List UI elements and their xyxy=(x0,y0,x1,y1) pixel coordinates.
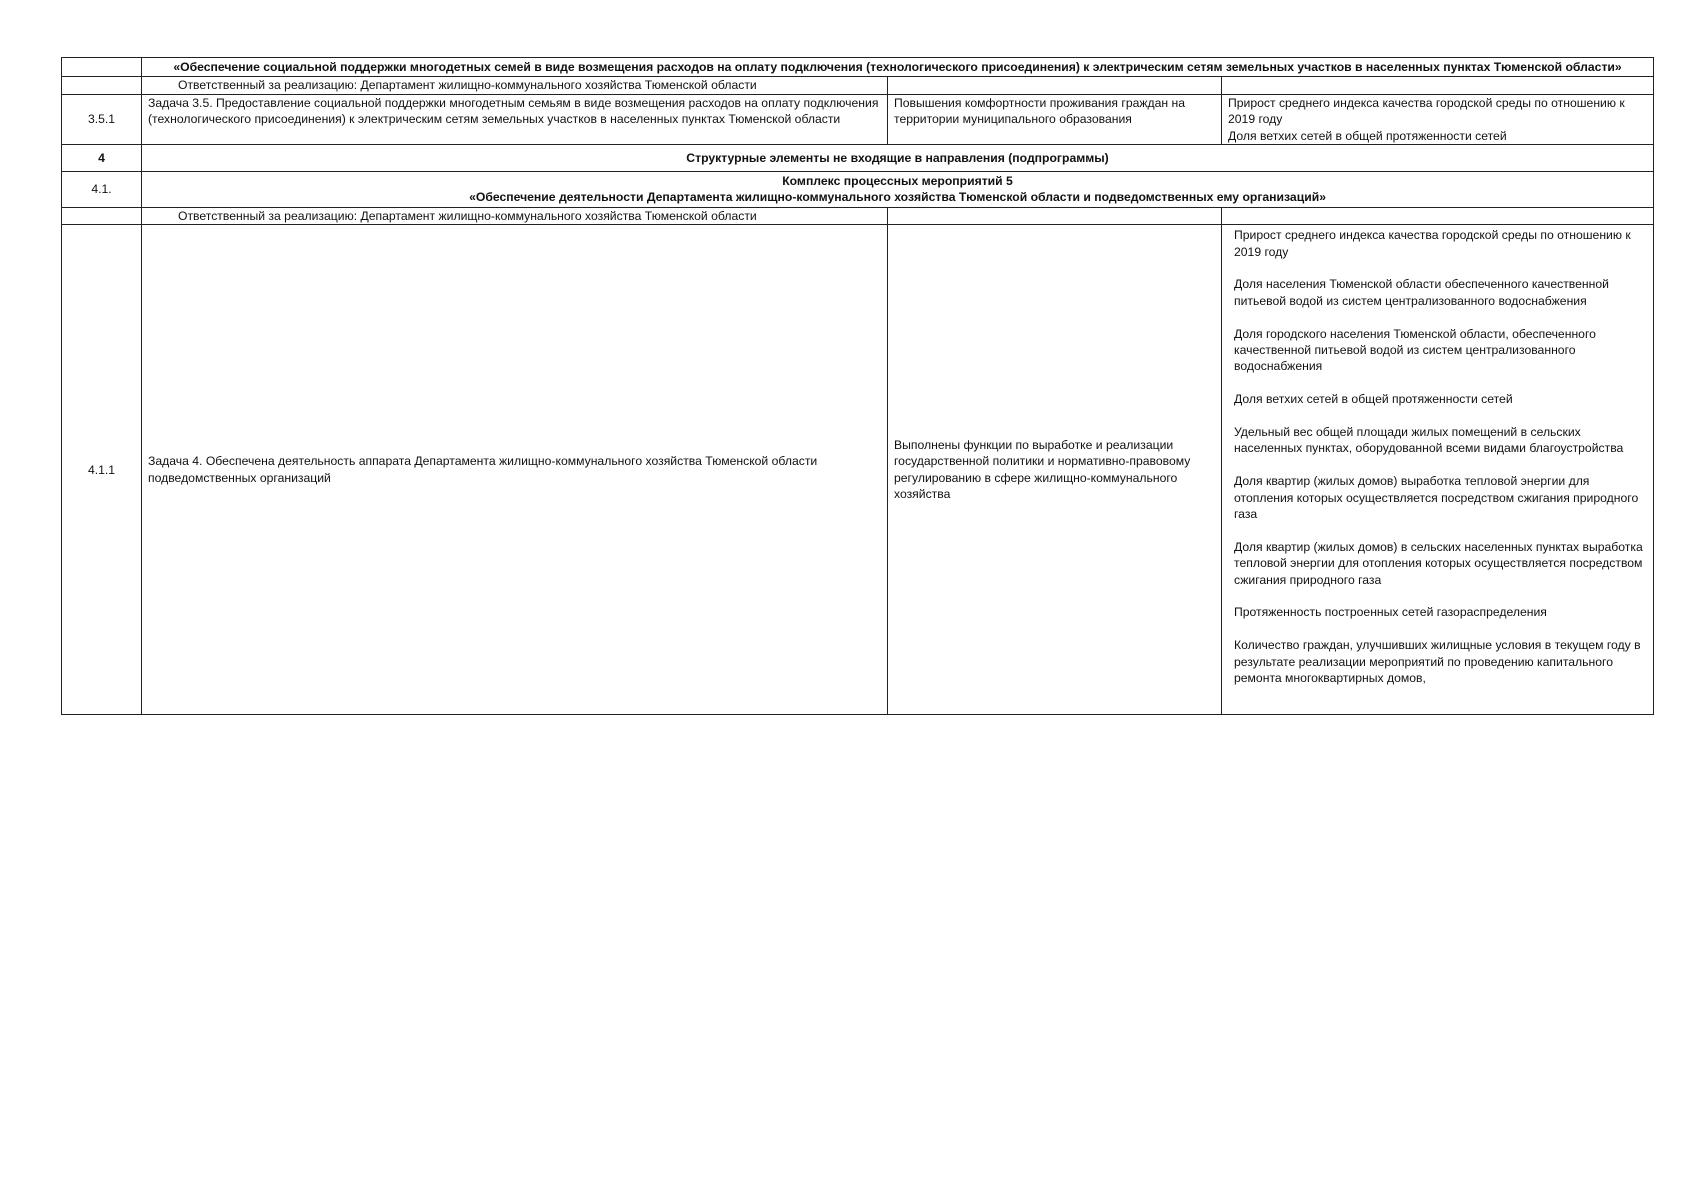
section-4-1-responsible: Ответственный за реализацию: Департамент жилищно-коммунального хозяйства Тюменской области xyxy=(142,207,888,224)
indicator-item: Количество граждан, улучшивших жилищные условия в текущем году в результате реализации мероприятий по проведению капитального ремонта многоквартирных домов, xyxy=(1234,638,1641,686)
section-4-title: Структурные элементы не входящие в направления (подпрограммы) xyxy=(142,145,1654,172)
empty-number-cell xyxy=(62,58,142,77)
indicator-item: Доля населения Тюменской области обеспеченного качественной питьевой водой из систем централизованного водоснабжения xyxy=(1234,277,1609,308)
table-row-4-1 xyxy=(62,172,1654,208)
indicator-item: Доля квартир (жилых домов) выработка тепловой энергии для отопления которых осуществляется посредством сжигания природного газа xyxy=(1234,474,1639,522)
section-3-5-responsible-row xyxy=(62,77,1654,94)
section-4-1-title-line1: Комплекс процессных мероприятий 5 xyxy=(782,174,1013,189)
empty-indicator-cell xyxy=(1222,207,1654,224)
row-number: 4.1.1 xyxy=(62,225,142,715)
indicators-cell: Прирост среднего индекса качества городской среды по отношению к 2019 году Доля ветхих сетей в общей протяженности сетей xyxy=(1222,94,1654,144)
table-row-4 xyxy=(62,145,1654,172)
table-row-3-5-1 xyxy=(62,94,1654,144)
empty-number-cell xyxy=(62,77,142,94)
effect-cell: Выполнены функции по выработке и реализации государственной политики и нормативно-правовому регулированию в сфере жилищно-коммунального хозяйства xyxy=(888,225,1222,715)
effect-cell: Повышения комфортности проживания граждан на территории муниципального образования xyxy=(888,94,1222,144)
indicator-item: Протяженность построенных сетей газораспределения xyxy=(1234,605,1547,620)
section-4-1-title xyxy=(142,172,1654,208)
empty-number-cell xyxy=(62,207,142,224)
task-cell: Задача 3.5. Предоставление социальной поддержки многодетным семьям в виде возмещения расходов на оплату подключения (технологического присоединения) к электрическим сетям земельных участков в населенных пунктах Тюменской области xyxy=(142,94,888,144)
row-number: 4.1. xyxy=(62,172,142,208)
indicator-item: Прирост среднего индекса качества городской среды по отношению к 2019 году xyxy=(1234,228,1631,259)
empty-effect-cell xyxy=(888,77,1222,94)
measures-table xyxy=(61,57,1654,715)
table-row-4-1-1 xyxy=(62,225,1654,715)
indicator-item: Доля квартир (жилых домов) в сельских населенных пунктах выработка тепловой энергии для отопления которых осуществляется посредством сжигания природного газа xyxy=(1234,539,1643,587)
task-cell: Задача 4. Обеспечена деятельность аппарата Департамента жилищно-коммунального хозяйства Тюменской области подведомственных организаций xyxy=(142,225,888,715)
empty-effect-cell xyxy=(888,207,1222,224)
row-number: 3.5.1 xyxy=(62,94,142,144)
indicator-item: Доля ветхих сетей в общей протяженности сетей xyxy=(1234,392,1513,407)
section-4-1-responsible-row xyxy=(62,207,1654,224)
indicator-item: Доля городского населения Тюменской области, обеспеченного качественной питьевой водой из систем централизованного водоснабжения xyxy=(1234,326,1596,374)
section-3-5-responsible: Ответственный за реализацию: Департамент жилищно-коммунального хозяйства Тюменской области xyxy=(142,77,888,94)
section-4-1-title-line2: «Обеспечение деятельности Департамента жилищно-коммунального хозяйства Тюменской области и подведомственных ему организаций» xyxy=(469,190,1326,205)
empty-indicator-cell xyxy=(1222,77,1654,94)
section-3-5-title: «Обеспечение социальной поддержки многодетных семей в виде возмещения расходов на оплату подключения (технологического присоединения) к электрическим сетям земельных участков в населенных пунктах Тюменской области» xyxy=(142,58,1654,77)
indicator-item: Удельный вес общей площади жилых помещений в сельских населенных пунктах, оборудованной всеми видами благоустройства xyxy=(1234,425,1624,456)
indicators-cell xyxy=(1222,225,1654,715)
section-3-5-header-row xyxy=(62,58,1654,77)
row-number: 4 xyxy=(62,145,142,172)
